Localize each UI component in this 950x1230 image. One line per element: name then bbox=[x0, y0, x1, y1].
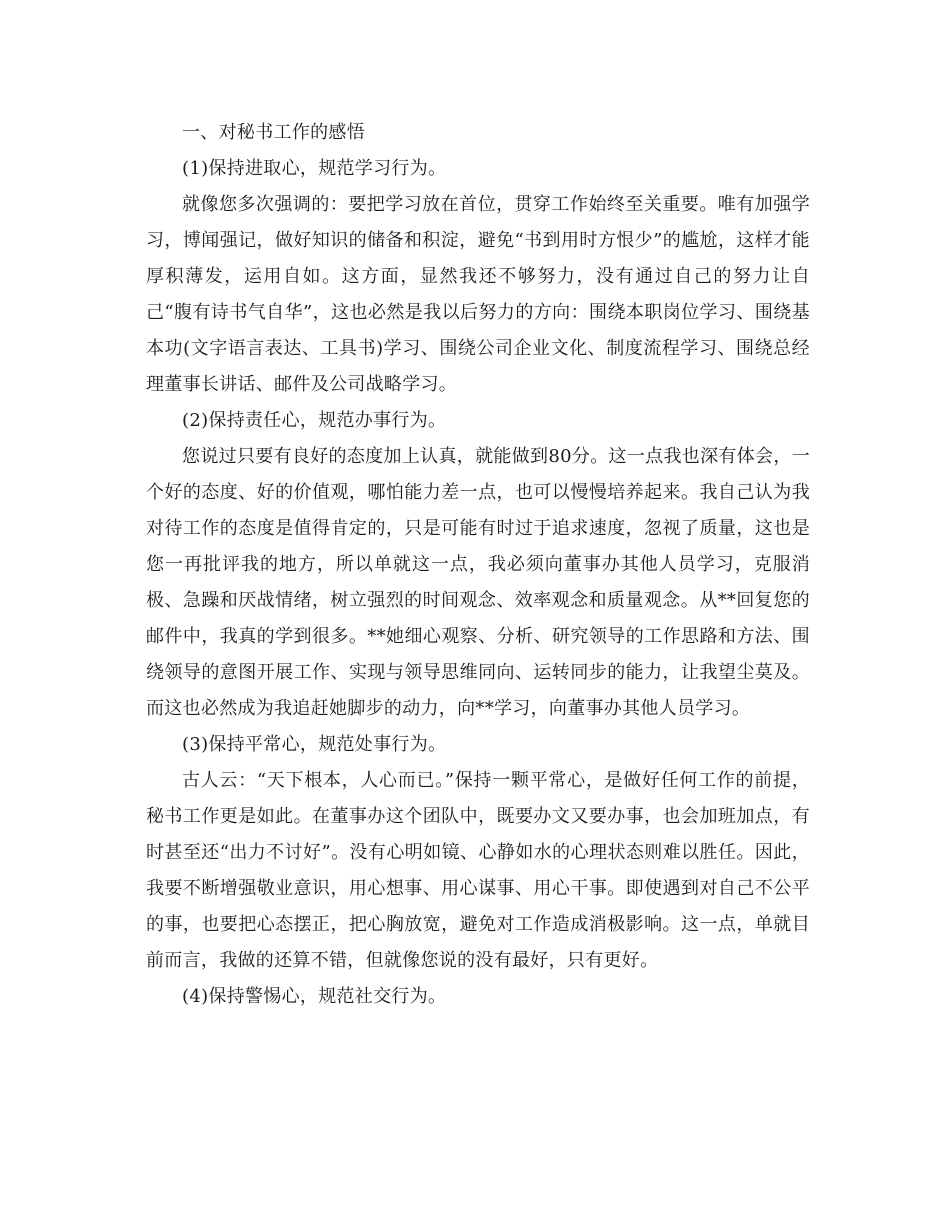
document-page bbox=[146, 115, 810, 1015]
section-title: 一、对秘书工作的感悟 bbox=[182, 122, 365, 143]
item-body-2: 您说过只要有良好的态度加上认真，就能做到80分。这一点我也深有体会，一个好的态度、好的价值观，哪怕能力差一点，也可以慢慢培养起来。我自己认为我对待工作的态度是值得肯定的，只是可能有时过于追求速度，忽视了质量，这也是您一再批评我的地方，所以单就这一点，我必须向董事办其他人员学习，克服消极、急躁和厌战情绪，树立强烈的时间观念、效率观念和质量观念。从**回复您的邮件中，我真的学到很多。**她细心观察、分析、研究领导的工作思路和方法、围绕领导的意图开展工作、实现与领导思维同向、运转同步的能力，让我望尘莫及。而这也必然成为我追赶她脚步的动力，向**学习，向董事办其他人员学习。 bbox=[146, 446, 810, 719]
item-heading-1: (1)保持进取心，规范学习行为。 bbox=[182, 158, 447, 179]
item-heading-4: (4)保持警惕心，规范社交行为。 bbox=[182, 986, 447, 1007]
item-body-1: 就像您多次强调的：要把学习放在首位，贯穿工作始终至关重要。唯有加强学习，博闻强记，做好知识的储备和积淀，避免“书到用时方恨少”的尴尬，这样才能厚积薄发，运用自如。这方面，显然我还不够努力，没有通过自己的努力让自己“腹有诗书气自华”，这也必然是我以后努力的方向：围绕本职岗位学习、围绕基本功(文字语言表达、工具书)学习、围绕公司企业文化、制度流程学习、围绕总经理董事长讲话、邮件及公司战略学习。 bbox=[146, 194, 810, 395]
item-heading-2: (2)保持责任心，规范办事行为。 bbox=[182, 410, 447, 431]
item-heading-3: (3)保持平常心，规范处事行为。 bbox=[182, 734, 447, 755]
item-body-3: 古人云：“天下根本，人心而已。”保持一颗平常心，是做好任何工作的前提，秘书工作更是如此。在董事办这个团队中，既要办文又要办事，也会加班加点，有时甚至还“出力不讨好”。没有心明如镜、心静如水的心理状态则难以胜任。因此，我要不断增强敬业意识，用心想事、用心谋事、用心干事。即使遇到对自己不公平的事，也要把心态摆正，把心胸放宽，避免对工作造成消极影响。这一点，单就目前而言，我做的还算不错，但就像您说的没有最好，只有更好。 bbox=[146, 770, 810, 971]
